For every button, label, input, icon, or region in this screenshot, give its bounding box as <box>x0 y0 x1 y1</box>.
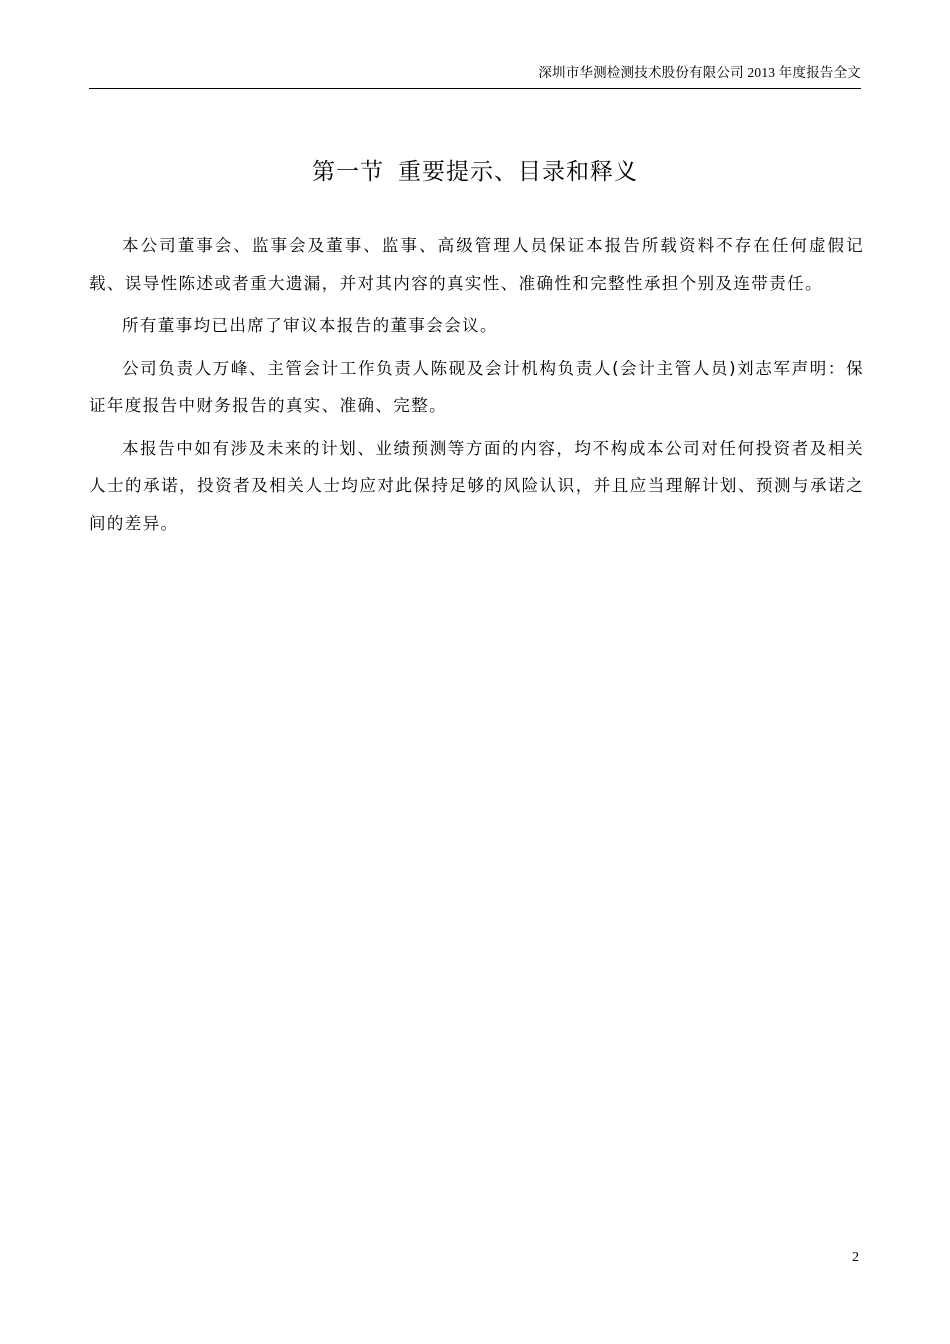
section-heading <box>0 154 950 190</box>
paragraph-forward-looking: 本报告中如有涉及未来的计划、业绩预测等方面的内容，均不构成本公司对任何投资者及相关人士的承诺，投资者及相关人士均应对此保持足够的风险认识，并且应当理解计划、预测与承诺之间的差异。 <box>89 438 864 533</box>
page-number: 2 <box>852 1250 859 1265</box>
notice-body <box>89 227 864 547</box>
paragraph-directors-attendance: 所有董事均已出席了审议本报告的董事会会议。 <box>122 316 498 335</box>
page-header <box>89 62 861 89</box>
section-title: 重要提示、目录和释义 <box>398 159 638 185</box>
running-title: 深圳市华测检测技术股份有限公司 2013 年度报告全文 <box>538 65 861 80</box>
paragraph-financial-statement: 公司负责人万峰、主管会计工作负责人陈砚及会计机构负责人(会计主管人员)刘志军声明：保证年度报告中财务报告的真实、准确、完整。 <box>89 358 864 415</box>
section-number: 第一节 <box>312 159 384 185</box>
paragraph-board-guarantee: 本公司董事会、监事会及董事、监事、高级管理人员保证本报告所载资料不存在任何虚假记载、误导性陈述或者重大遗漏，并对其内容的真实性、准确性和完整性承担个别及连带责任。 <box>89 236 864 293</box>
